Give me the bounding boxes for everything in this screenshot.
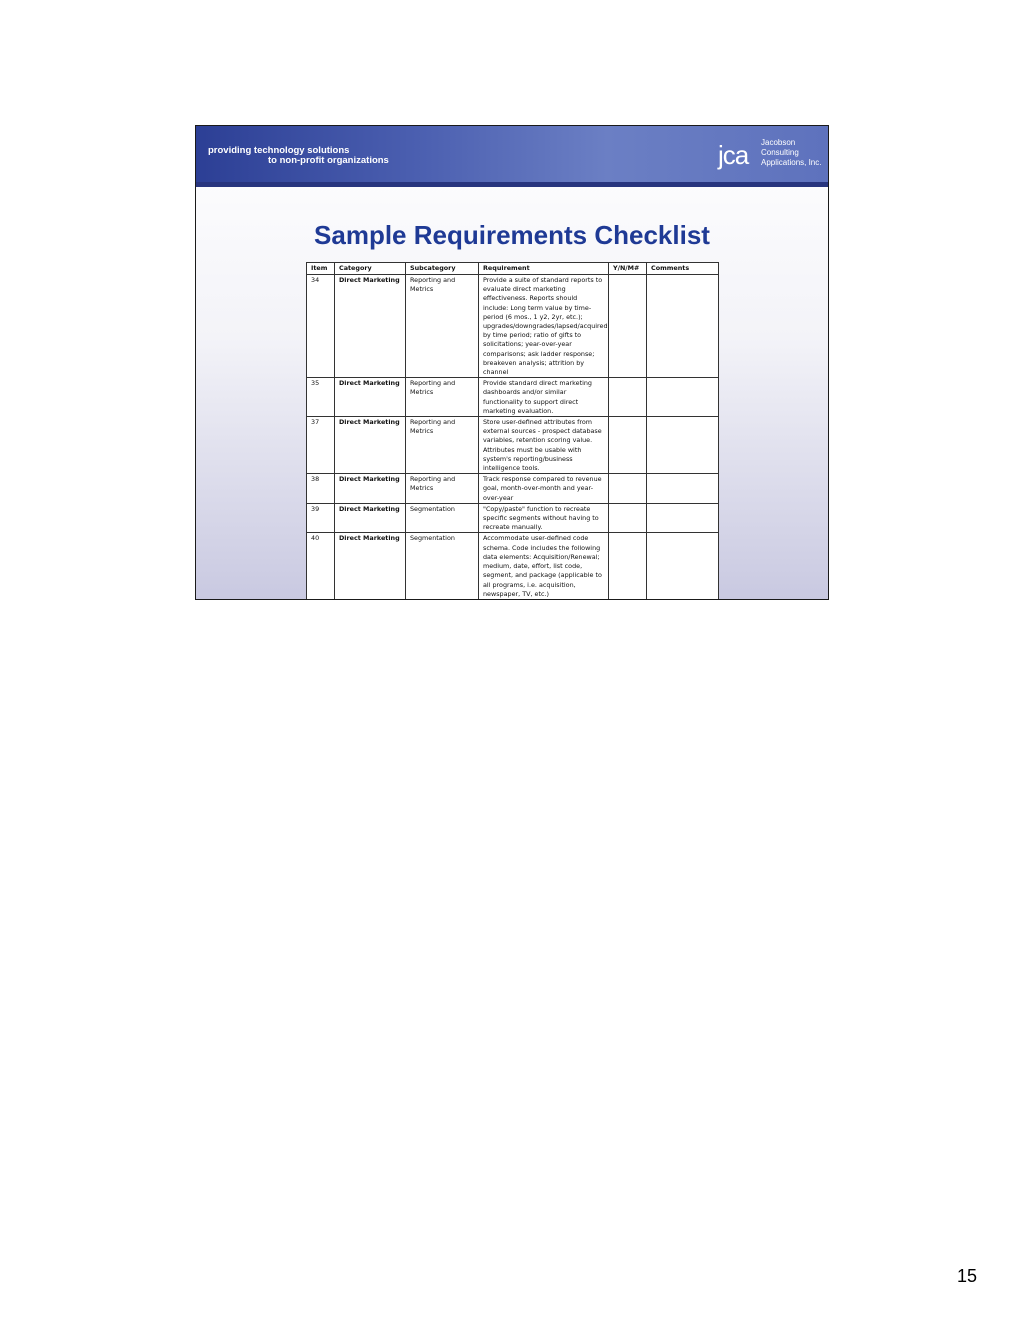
item-cell: 39	[307, 503, 335, 533]
requirement-cell: Provide standard direct marketing dashboards and/or similar functionality to support direct marketing evaluation.	[479, 378, 609, 417]
ynm-cell	[609, 533, 647, 599]
logo-mark: jca	[718, 140, 749, 170]
comments-cell	[647, 275, 719, 378]
subcategory-cell: Reporting and Metrics	[406, 378, 479, 417]
header-item: Item	[307, 263, 335, 275]
table-row	[307, 417, 719, 474]
header-category: Category	[335, 263, 406, 275]
header-banner	[196, 126, 828, 182]
subcategory-cell: Reporting and Metrics	[406, 474, 479, 504]
header-requirement: Requirement	[479, 263, 609, 275]
subcategory-cell: Segmentation	[406, 533, 479, 599]
subcategory-cell: Segmentation	[406, 503, 479, 533]
banner-divider	[196, 182, 828, 187]
table-row	[307, 474, 719, 504]
ynm-cell	[609, 474, 647, 504]
item-cell: 38	[307, 474, 335, 504]
tagline-line-2: to non-profit organizations	[268, 155, 389, 166]
tagline-line-1: providing technology solutions	[208, 145, 350, 156]
item-cell: 37	[307, 417, 335, 474]
category-cell: Direct Marketing	[335, 474, 406, 504]
header-ynm: Y/N/M#	[609, 263, 647, 275]
subcategory-cell: Reporting and Metrics	[406, 275, 479, 378]
table-row	[307, 275, 719, 378]
item-cell: 35	[307, 378, 335, 417]
slide-title: Sample Requirements Checklist	[314, 220, 710, 250]
table-row	[307, 533, 719, 599]
table-row	[307, 503, 719, 533]
logo-text-line-2: Consulting	[761, 148, 799, 157]
category-cell: Direct Marketing	[335, 275, 406, 378]
item-cell: 34	[307, 275, 335, 378]
logo-text-line-1: Jacobson	[761, 138, 796, 147]
comments-cell	[647, 533, 719, 599]
requirement-cell: "Copy/paste" function to recreate specific segments without having to recreate manually.	[479, 503, 609, 533]
company-logo	[718, 134, 824, 174]
category-cell: Direct Marketing	[335, 378, 406, 417]
page-number: 15	[957, 1266, 978, 1286]
category-cell: Direct Marketing	[335, 503, 406, 533]
requirement-cell: Track response compared to revenue goal, month-over-month and year-over-year	[479, 474, 609, 504]
comments-cell	[647, 474, 719, 504]
ynm-cell	[609, 503, 647, 533]
slide	[195, 125, 829, 600]
category-cell: Direct Marketing	[335, 417, 406, 474]
header-comments: Comments	[647, 263, 719, 275]
item-cell: 40	[307, 533, 335, 599]
logo-text-line-3: Applications, Inc.	[761, 158, 822, 167]
requirement-cell: Accommodate user-defined code schema. Code includes the following data elements: Acquisition/Renewal; medium, date, effort, list code, segment, and package (applicable to all programs, i.e. acquisition, newspaper, TV, etc.)	[479, 533, 609, 599]
table-row	[307, 378, 719, 417]
requirement-cell: Provide a suite of standard reports to evaluate direct marketing effectiveness. Reports should include: Long term value by time-period (6 mos., 1 y2, 2yr, etc.); upgrades/downgrades/lapsed/acquired by time period; ratio of gifts to solicitations; year-over-year comparisons; ask ladder response; breakeven analysis; attrition by channel	[479, 275, 609, 378]
ynm-cell	[609, 378, 647, 417]
table-header-row	[307, 263, 719, 275]
comments-cell	[647, 503, 719, 533]
comments-cell	[647, 378, 719, 417]
subcategory-cell: Reporting and Metrics	[406, 417, 479, 474]
header-subcategory: Subcategory	[406, 263, 479, 275]
ynm-cell	[609, 417, 647, 474]
comments-cell	[647, 417, 719, 474]
requirement-cell: Store user-defined attributes from external sources - prospect database variables, retention scoring value. Attributes must be usable with system's reporting/business intelligence tools.	[479, 417, 609, 474]
ynm-cell	[609, 275, 647, 378]
requirements-table	[306, 262, 719, 600]
category-cell: Direct Marketing	[335, 533, 406, 599]
